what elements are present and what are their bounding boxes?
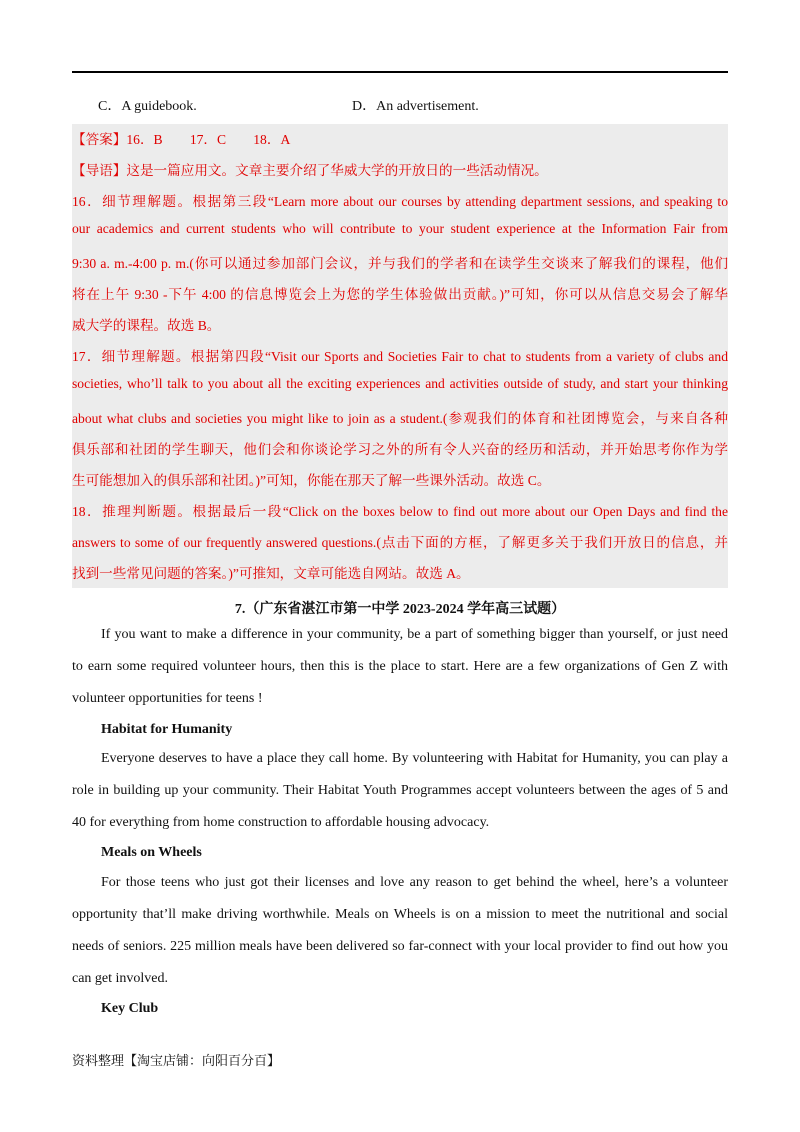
heading-key-club: Key Club bbox=[101, 1001, 159, 1016]
passage-line: opportunity that’ll make driving worthwhile. Meals on Wheels is on a mission to meet the nutritional and social bbox=[72, 907, 728, 922]
passage-line: For those teens who just got their licenses and love any reason to get behind the wheel, here’s a volunteer bbox=[101, 875, 728, 890]
answer-line: 威大学的课程。故选 B。 bbox=[72, 318, 221, 333]
passage-line: needs of seniors. 225 million meals have been delivered so far-connect with your local provider to find out how you bbox=[72, 939, 728, 954]
passage-line: 40 for everything from home construction to affordable housing advocacy. bbox=[72, 815, 490, 830]
option-c: C．A guidebook. bbox=[98, 99, 197, 114]
answer-line: our academics and current students who will contribute to your student experience at the Information Fair from bbox=[72, 221, 728, 236]
answer-line: societies, who’ll talk to you about all the exciting experiences and activities outside of study, and start your thinking bbox=[72, 376, 728, 391]
answer-line: answers to some of our frequently answered questions.(点击下面的方框，了解更多关于我们开放日的信息，并 bbox=[72, 535, 728, 550]
passage-line: role in building up your community. Their Habitat Youth Programmes accept volunteers between the ages of 5 and bbox=[72, 783, 728, 798]
answer-explanation-box bbox=[72, 124, 728, 588]
option-d: D．An advertisement. bbox=[352, 99, 479, 114]
answer-line: 生可能想加入的俱乐部和社团。)”可知，你能在那天了解一些课外活动。故选 C。 bbox=[72, 473, 551, 488]
heading-meals: Meals on Wheels bbox=[101, 845, 202, 860]
answer-line: 【导语】这是一篇应用文。文章主要介绍了华威大学的开放日的一些活动情况。 bbox=[72, 163, 548, 178]
answer-line: 俱乐部和社团的学生聊天，他们会和你谈论学习之外的所有令人兴奋的经历和活动，并开始思考你作为学 bbox=[72, 442, 728, 457]
passage-line: volunteer opportunities for teens ! bbox=[72, 691, 263, 706]
footer-source: 资料整理【淘宝店铺：向阳百分百】 bbox=[72, 1053, 281, 1068]
answer-line: 9:30 a. m.-4:00 p. m.(你可以通过参加部门会议，并与我们的学者和在读学生交谈来了解我们的课程，他们 bbox=[72, 256, 728, 271]
answer-line: about what clubs and societies you might like to join as a student.(参观我们的体育和社团博览会，与来自各种 bbox=[72, 411, 728, 426]
heading-habitat: Habitat for Humanity bbox=[101, 722, 233, 737]
answer-line: 找到一些常见问题的答案。)”可推知，文章可能选自网站。故选 A。 bbox=[72, 566, 470, 581]
passage-line: If you want to make a difference in your community, be a part of something bigger than yourself, or just need bbox=[101, 627, 728, 642]
answer-line: 将在上午 9:30 -下午 4:00 的信息博览会上为您的学生体验做出贡献。)”可知，你可以从信息交易会了解华 bbox=[72, 287, 728, 302]
passage-line: can get involved. bbox=[72, 971, 169, 986]
answer-line: 17．细节理解题。根据第四段“Visit our Sports and Societies Fair to chat to students from a variety of clubs and bbox=[72, 349, 728, 364]
passage-line: to earn some required volunteer hours, then this is the place to start. Here are a few organizations of Gen Z with bbox=[72, 659, 728, 674]
answer-line: 16．细节理解题。根据第三段“Learn more about our courses by attending department sessions, and speaking to bbox=[72, 194, 728, 209]
passage-line: Everyone deserves to have a place they call home. By volunteering with Habitat for Humanity, you can play a bbox=[101, 751, 728, 766]
question-title: 7.（广东省湛江市第一中学 2023-2024 学年高三试题） bbox=[234, 602, 566, 617]
answer-line: 18．推理判断题。根据最后一段“Click on the boxes below to find out more about our Open Days and find the bbox=[72, 504, 728, 519]
answer-line: 【答案】16．B 17．C 18．A bbox=[72, 132, 291, 147]
header-rule bbox=[72, 71, 728, 73]
